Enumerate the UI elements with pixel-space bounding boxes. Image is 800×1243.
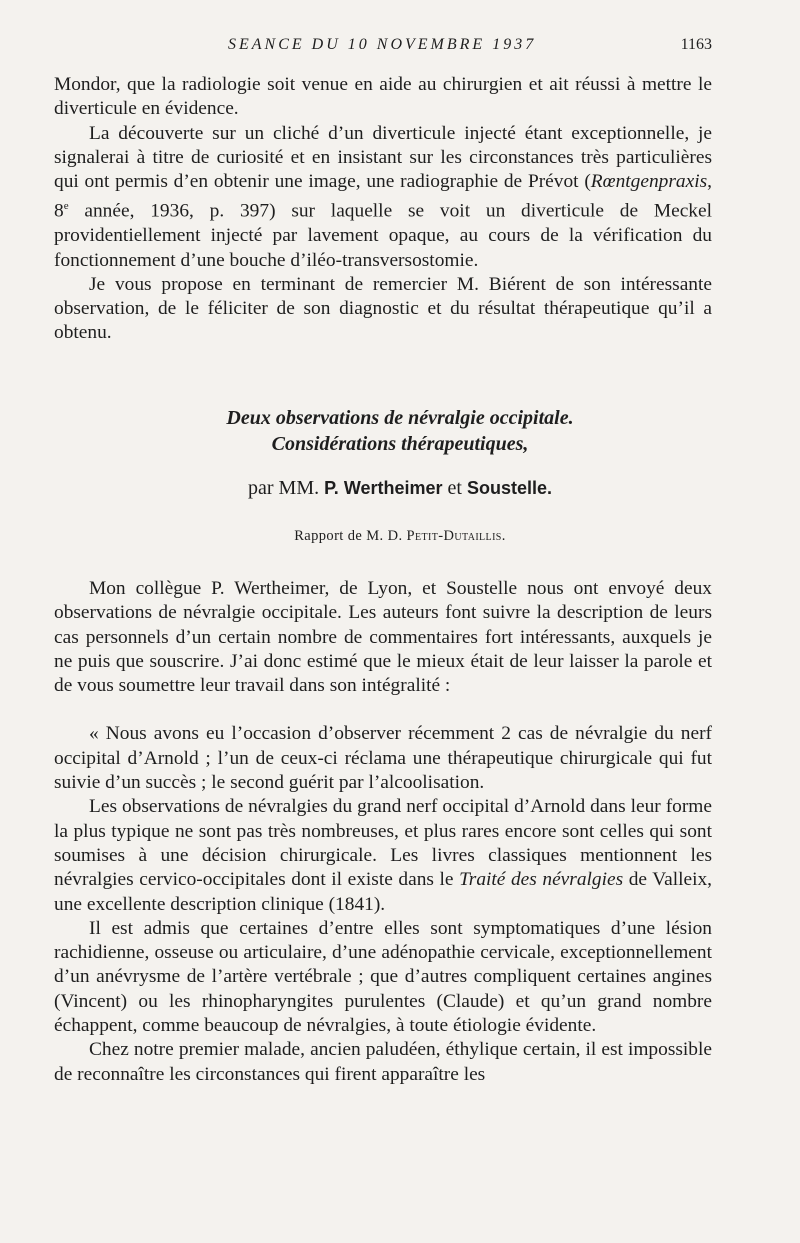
paragraph: Il est admis que certaines d’entre elles sont symptomatiques d’une lésion rachidienne, osseuse ou articulaire, d’une adénopathie cervicale, exceptionnellement d’un anévrysme de l’artère vertébrale ; que d’autres compliquent certaines angines (Vincent) ou les rhinopharyngites purulentes (Claude) et qu’un grand nombre échappent, comme beaucoup de névralgies, à toute étiologie évidente. xyxy=(54,917,712,1037)
article-title-line-2: Considérations thérapeutiques, xyxy=(271,433,529,455)
author-name: P. Wertheimer xyxy=(324,478,443,498)
paragraph: « Nous avons eu l’occasion d’observer récemment 2 cas de névralgie du nerf occipital d’Arnold ; l’un de ceux-ci réclama une thérapeutique chirurgicale qui fut suivie d’un succès ; le second guérit par l’alcoolisation. xyxy=(54,723,712,794)
authors-line: par MM. P. Wertheimer et Soustelle. xyxy=(248,477,552,499)
paragraph: Chez notre premier malade, ancien paludéen, éthylique certain, il est impossible de reconnaître les circonstances qui firent apparaître les xyxy=(54,1039,712,1085)
article-title-line-1: Deux observations de névralgie occipitale. xyxy=(226,407,574,429)
paragraph: Mon collègue P. Wertheimer, de Lyon, et Soustelle nous ont envoyé deux observations de névralgie occipitale. Les auteurs font suivre la description de leurs cas personnels d’un certain nombre de commentaires fort intéressants, auxquels je ne puis que souscrire. J’ai donc estimé que le mieux était de leur laisser la parole et de vous soumettre leur travail dans son intégralité : xyxy=(54,578,712,697)
journal-title: Rœntgenpraxis xyxy=(590,171,708,193)
paragraph: Les observations de névralgies du grand nerf occipital d’Arnold dans leur forme la plus typique ne sont pas très nombreuses, et plus rares encore sont celles qui sont soumises à une décision chirurgicale. Les livres classiques mentionnent les névralgies cervico-occipitales dont il existe dans le Traité des névralgies de Valleix, une excellente description clinique (1841). xyxy=(54,796,713,915)
paragraph: La découverte sur un cliché d’un diverticule injecté étant exceptionnelle, je signalerai à titre de curiosité et en insistant sur les circonstances très particulières qui ont permis d’en obtenir une image, une radiographie de Prévot (Rœntgenpraxis, 8e année, 1936, p. 397) sur laquelle se voit un diverticule de Meckel providentiellement injecté par lavement opaque, au cours de la vérification du fonctionnement d’une bouche d’iléo-transversostomie. xyxy=(54,122,712,271)
page-number: 1163 xyxy=(680,36,712,53)
book-title: Traité des névralgies xyxy=(459,869,624,891)
reporter-name: Petit-Dutaillis. xyxy=(406,528,506,544)
running-header xyxy=(0,36,800,60)
author-name: Soustelle. xyxy=(466,478,552,498)
paragraph: Je vous propose en terminant de remercier M. Biérent de son intéressante observation, de le féliciter de son diagnostic et du résultat thérapeutique qu’il a obtenu. xyxy=(54,273,712,344)
running-title: SEANCE DU 10 NOVEMBRE 1937 xyxy=(228,36,537,53)
article-body xyxy=(54,577,712,1087)
paragraph: Mondor, que la radiologie soit venue en aide au chirurgien et ait réussi à mettre le diverticule en évidence. xyxy=(54,74,712,120)
report-line: Rapport de M. D. Petit-Dutaillis. xyxy=(294,528,506,544)
intro-text xyxy=(54,73,712,346)
